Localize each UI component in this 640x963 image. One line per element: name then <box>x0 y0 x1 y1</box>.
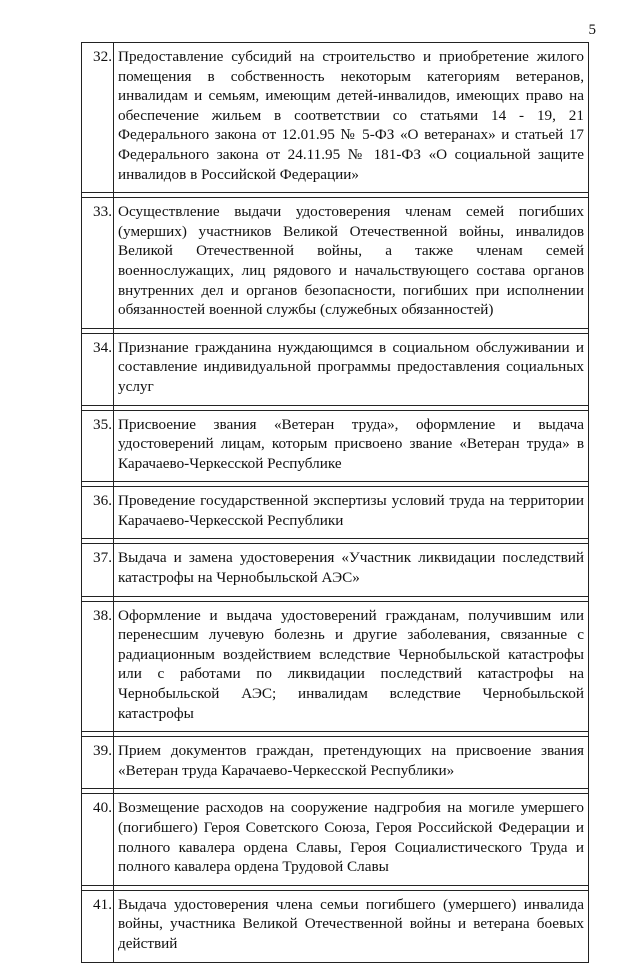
table-row <box>82 890 589 962</box>
row-number: 35. <box>82 410 114 482</box>
row-number: 37. <box>82 544 114 596</box>
row-number: 40. <box>82 794 114 885</box>
row-number: 34. <box>82 333 114 405</box>
row-text: Проведение государственной экспертизы условий труда на территории Карачаево-Черкесской Республики <box>114 487 589 539</box>
row-text: Прием документов граждан, претендующих на присвоение звания «Ветеран труда Карачаево-Черкесской Республики» <box>114 737 589 789</box>
row-text: Оформление и выдача удостоверений гражданам, получившим или перенесшим лучевую болезнь и другие заболевания, связанные с радиационным воздействием вследствие Чернобыльской катастрофы или с работами по ликвидации последствий катастрофы на Чернобыльской АЭС; инвалидам вследствие Чернобыльской катастрофы <box>114 601 589 732</box>
table-row <box>82 544 589 596</box>
page-number: 5 <box>588 22 596 38</box>
row-number: 32. <box>82 43 114 193</box>
row-text: Выдача удостоверения члена семьи погибшего (умершего) инвалида войны, участника Великой Отечественной войны и ветерана боевых действий <box>114 890 589 962</box>
table-row <box>82 43 589 193</box>
row-number: 36. <box>82 487 114 539</box>
table-row <box>82 198 589 329</box>
table-row <box>82 794 589 885</box>
table-row <box>82 333 589 405</box>
table-row <box>82 737 589 789</box>
services-table <box>81 42 589 963</box>
row-number: 33. <box>82 198 114 329</box>
row-text: Признание гражданина нуждающимся в социальном обслуживании и составление индивидуальной программы предоставления социальных услуг <box>114 333 589 405</box>
row-number: 38. <box>82 601 114 732</box>
table-row <box>82 410 589 482</box>
row-text: Присвоение звания «Ветеран труда», оформление и выдача удостоверений лицам, которым присвоено звание «Ветеран труда» в Карачаево-Черкесской Республике <box>114 410 589 482</box>
table-row <box>82 601 589 732</box>
row-number: 39. <box>82 737 114 789</box>
row-text: Выдача и замена удостоверения «Участник ликвидации последствий катастрофы на Чернобыльской АЭС» <box>114 544 589 596</box>
row-text: Возмещение расходов на сооружение надгробия на могиле умершего (погибшего) Героя Советского Союза, Героя Российской Федерации и полного кавалера ордена Славы, Героя Социалистического Труда и полного кавалера ордена Трудовой Славы <box>114 794 589 885</box>
row-text: Осуществление выдачи удостоверения членам семей погибших (умерших) участников Великой Отечественной войны, инвалидов Великой Отечественной войны, а также членам семей военнослужащих, лиц рядового и начальствующего состава органов внутренних дел и органов безопасности, погибших при исполнении обязанностей военной службы (служебных обязанностей) <box>114 198 589 329</box>
row-number: 41. <box>82 890 114 962</box>
row-text: Предоставление субсидий на строительство и приобретение жилого помещения в собственность некоторым категориям ветеранов, инвалидам и семьям, имеющим детей-инвалидов, имеющих право на обеспечение жильем в соответствии со статьями 14 - 19, 21 Федерального закона от 12.01.95 № 5-ФЗ «О ветеранах» и статьей 17 Федерального закона от 24.11.95 № 181-ФЗ «О социальной защите инвалидов в Российской Федерации» <box>114 43 589 193</box>
table-row <box>82 487 589 539</box>
